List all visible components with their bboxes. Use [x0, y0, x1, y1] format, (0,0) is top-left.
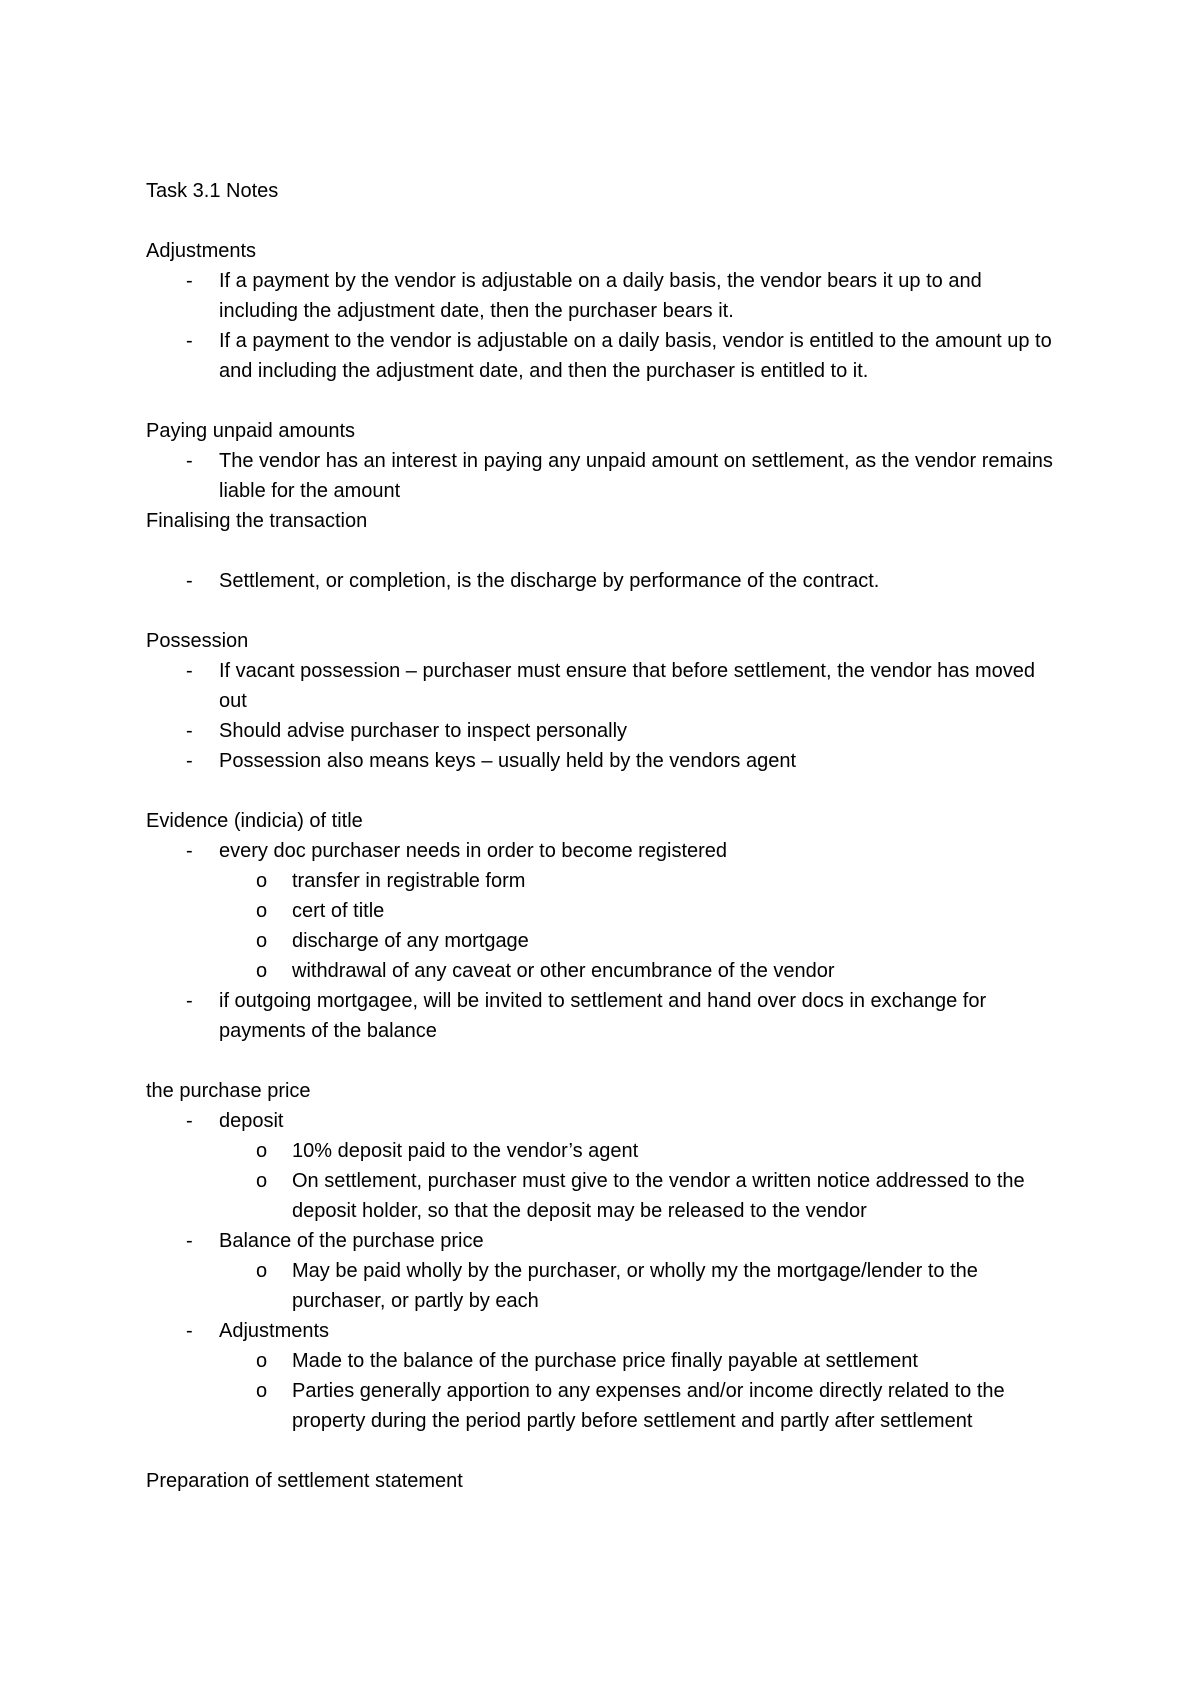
bullet-text: Settlement, or completion, is the discharge by performance of the contract. [219, 570, 880, 592]
sub-bullet-item [146, 1346, 1066, 1376]
bullet-item [146, 266, 1066, 326]
document-body [146, 176, 1066, 1496]
circle-marker: o [256, 960, 268, 982]
bullet-item [146, 836, 1066, 866]
bullet-item [146, 746, 1066, 776]
sub-bullet-text: 10% deposit paid to the vendor’s agent [292, 1140, 639, 1162]
sub-bullet-item [146, 896, 1066, 926]
bullet-text: if outgoing mortgagee, will be invited to settlement and hand over docs in exchange for payments of the balance [219, 990, 987, 1042]
sub-bullet-text: May be paid wholly by the purchaser, or wholly my the mortgage/lender to the purchaser, or partly by each [292, 1260, 978, 1312]
bullet-item [146, 986, 1066, 1046]
sub-bullet-text: transfer in registrable form [292, 870, 526, 892]
bullet-text: Balance of the purchase price [219, 1230, 484, 1252]
spacer [146, 206, 1066, 236]
bullet-text: If vacant possession – purchaser must ensure that before settlement, the vendor has moved out [219, 660, 1036, 712]
circle-marker: o [256, 870, 268, 892]
section-heading-preparation: Preparation of settlement statement [146, 1470, 463, 1492]
bullet-item [146, 566, 1066, 596]
dash-marker: - [186, 330, 193, 352]
spacer [146, 536, 1066, 566]
spacer [146, 596, 1066, 626]
dash-marker: - [186, 840, 193, 862]
page-title: Task 3.1 Notes [146, 180, 279, 202]
spacer [146, 776, 1066, 806]
bullet-text: Adjustments [219, 1320, 330, 1342]
bullet-item [146, 1316, 1066, 1346]
spacer [146, 1046, 1066, 1076]
sub-bullet-item [146, 956, 1066, 986]
section-heading-evidence: Evidence (indicia) of title [146, 810, 363, 832]
section-heading-purchase-price: the purchase price [146, 1080, 311, 1102]
circle-marker: o [256, 1140, 268, 1162]
sub-bullet-text: Made to the balance of the purchase price finally payable at settlement [292, 1350, 918, 1372]
dash-marker: - [186, 450, 193, 472]
sub-bullet-item [146, 1256, 1066, 1316]
section-heading-finalising: Finalising the transaction [146, 510, 368, 532]
bullet-text: every doc purchaser needs in order to become registered [219, 840, 728, 862]
spacer [146, 386, 1066, 416]
bullet-item [146, 716, 1066, 746]
section-heading-paying: Paying unpaid amounts [146, 420, 356, 442]
sub-bullet-text: On settlement, purchaser must give to the vendor a written notice addressed to the deposit holder, so that the deposit may be released to the vendor [292, 1170, 1025, 1222]
sub-bullet-item [146, 866, 1066, 896]
circle-marker: o [256, 900, 268, 922]
dash-marker: - [186, 1320, 193, 1342]
section-heading-adjustments: Adjustments [146, 240, 257, 262]
bullet-item [146, 446, 1066, 506]
dash-marker: - [186, 750, 193, 772]
sub-bullet-item [146, 1166, 1066, 1226]
circle-marker: o [256, 1170, 268, 1192]
sub-bullet-item [146, 926, 1066, 956]
dash-marker: - [186, 990, 193, 1012]
bullet-text: If a payment to the vendor is adjustable on a daily basis, vendor is entitled to the amount up to and including the adjustment date, and then the purchaser is entitled to it. [219, 330, 1052, 382]
dash-marker: - [186, 270, 193, 292]
dash-marker: - [186, 1110, 193, 1132]
sub-bullet-item [146, 1376, 1066, 1436]
bullet-item [146, 1226, 1066, 1256]
dash-marker: - [186, 570, 193, 592]
bullet-item [146, 656, 1066, 716]
bullet-item [146, 1106, 1066, 1136]
bullet-item [146, 326, 1066, 386]
bullet-text: If a payment by the vendor is adjustable on a daily basis, the vendor bears it up to and including the adjustment date, then the purchaser bears it. [219, 270, 982, 322]
bullet-text: Should advise purchaser to inspect personally [219, 720, 628, 742]
section-heading-possession: Possession [146, 630, 249, 652]
circle-marker: o [256, 1350, 268, 1372]
sub-bullet-item [146, 1136, 1066, 1166]
circle-marker: o [256, 930, 268, 952]
dash-marker: - [186, 1230, 193, 1252]
bullet-text: Possession also means keys – usually held by the vendors agent [219, 750, 797, 772]
spacer [146, 1436, 1066, 1466]
circle-marker: o [256, 1380, 268, 1402]
sub-bullet-text: discharge of any mortgage [292, 930, 529, 952]
sub-bullet-text: withdrawal of any caveat or other encumbrance of the vendor [292, 960, 835, 982]
bullet-text: deposit [219, 1110, 284, 1132]
circle-marker: o [256, 1260, 268, 1282]
dash-marker: - [186, 720, 193, 742]
sub-bullet-text: cert of title [292, 900, 385, 922]
bullet-text: The vendor has an interest in paying any unpaid amount on settlement, as the vendor remains liable for the amount [219, 450, 1053, 502]
dash-marker: - [186, 660, 193, 682]
sub-bullet-text: Parties generally apportion to any expenses and/or income directly related to the property during the period partly before settlement and partly after settlement [292, 1380, 1005, 1432]
